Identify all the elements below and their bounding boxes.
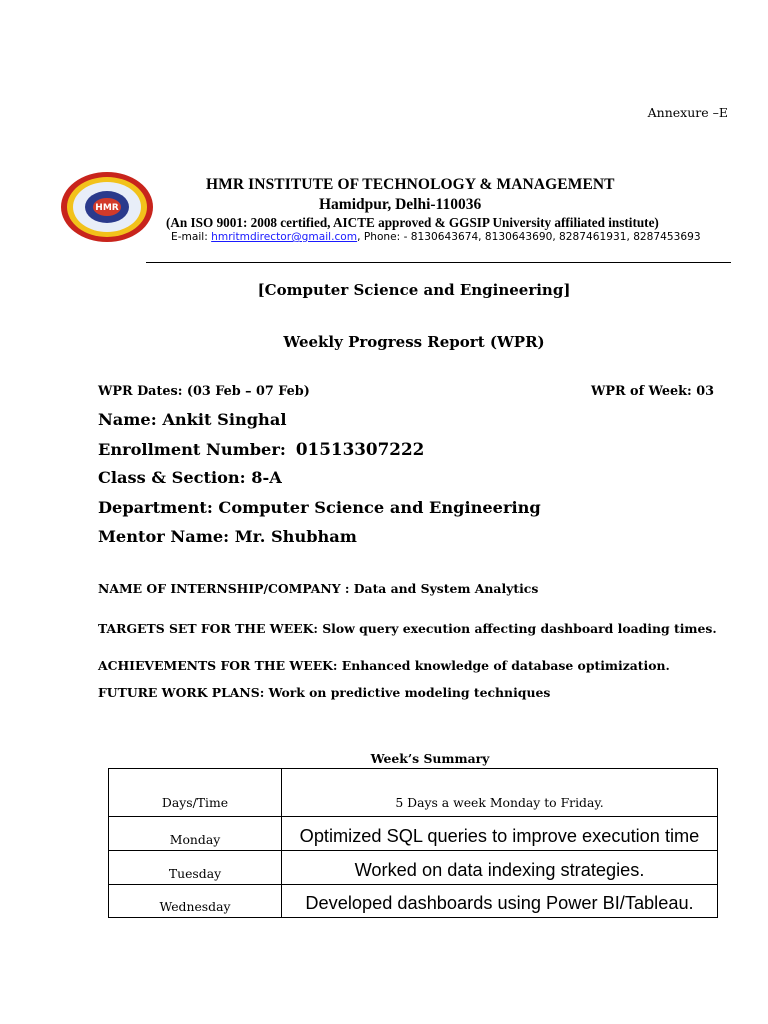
- day-cell: [109, 817, 282, 851]
- header-day-cell: [109, 769, 282, 817]
- table-row: [109, 885, 718, 918]
- day-cell: [109, 851, 282, 885]
- wpr-dates: WPR Dates: (03 Feb – 07 Feb): [98, 384, 310, 399]
- institute-name: HMR INSTITUTE OF TECHNOLOGY & MANAGEMENT: [206, 176, 615, 193]
- desc-cell: [282, 817, 718, 851]
- report-title: Weekly Progress Report (WPR): [283, 333, 545, 351]
- header-desc: 5 Days a week Monday to Friday.: [395, 795, 604, 811]
- summary-title: Week’s Summary: [370, 751, 490, 766]
- logo-seal-icon: [60, 171, 154, 243]
- table-header-row: [109, 769, 718, 817]
- weekly-summary-table: [108, 768, 718, 918]
- day-label: Monday: [169, 832, 221, 848]
- day-label: Tuesday: [168, 866, 222, 882]
- class-section: Class & Section: 8-A: [98, 468, 282, 487]
- internship-line: NAME OF INTERNSHIP/COMPANY : Data and System Analytics: [98, 581, 539, 596]
- day-description: Optimized SQL queries to improve execution time: [299, 826, 700, 847]
- day-label: Wednesday: [159, 899, 231, 915]
- email-link[interactable]: hmritmdirector@gmail.com: [211, 231, 358, 243]
- table-row: [109, 817, 718, 851]
- header-desc-cell: [282, 769, 718, 817]
- contact-line: [171, 231, 701, 243]
- institute-address: Hamidpur, Delhi-110036: [319, 196, 482, 213]
- future-plans-line: FUTURE WORK PLANS: Work on predictive modeling techniques: [98, 685, 551, 700]
- desc-cell: [282, 851, 718, 885]
- department-heading: [Computer Science and Engineering]: [257, 281, 571, 299]
- enrollment-value: 01513307222: [295, 439, 425, 459]
- wpr-week: WPR of Week: 03: [590, 384, 714, 399]
- student-name: Name: Ankit Singhal: [98, 410, 287, 429]
- day-description: Worked on data indexing strategies.: [354, 860, 645, 881]
- day-cell: [109, 885, 282, 918]
- enrollment-line: [98, 439, 424, 459]
- header-divider: [146, 262, 731, 263]
- annexure-label: Annexure –E: [647, 105, 728, 120]
- institute-certification: (An ISO 9001: 2008 certified, AICTE approved & GGSIP University affiliated institute): [166, 215, 659, 230]
- mentor-name: Mentor Name: Mr. Shubham: [98, 527, 357, 546]
- targets-line: TARGETS SET FOR THE WEEK: Slow query execution affecting dashboard loading times.: [98, 621, 717, 636]
- phone-text: , Phone: - 8130643674, 8130643690, 8287461931, 8287453693: [357, 231, 701, 243]
- email-label: E-mail:: [171, 231, 212, 243]
- table-row: [109, 851, 718, 885]
- header-day: Days/Time: [161, 795, 229, 811]
- desc-cell: [282, 885, 718, 918]
- student-department: Department: Computer Science and Engineering: [98, 498, 541, 517]
- enrollment-label: Enrollment Number:: [98, 440, 286, 459]
- day-description: Developed dashboards using Power BI/Tableau.: [305, 893, 694, 914]
- logo-text: HMR: [95, 203, 119, 213]
- institute-logo: [60, 171, 154, 243]
- achievements-line: ACHIEVEMENTS FOR THE WEEK: Enhanced knowledge of database optimization.: [98, 658, 670, 673]
